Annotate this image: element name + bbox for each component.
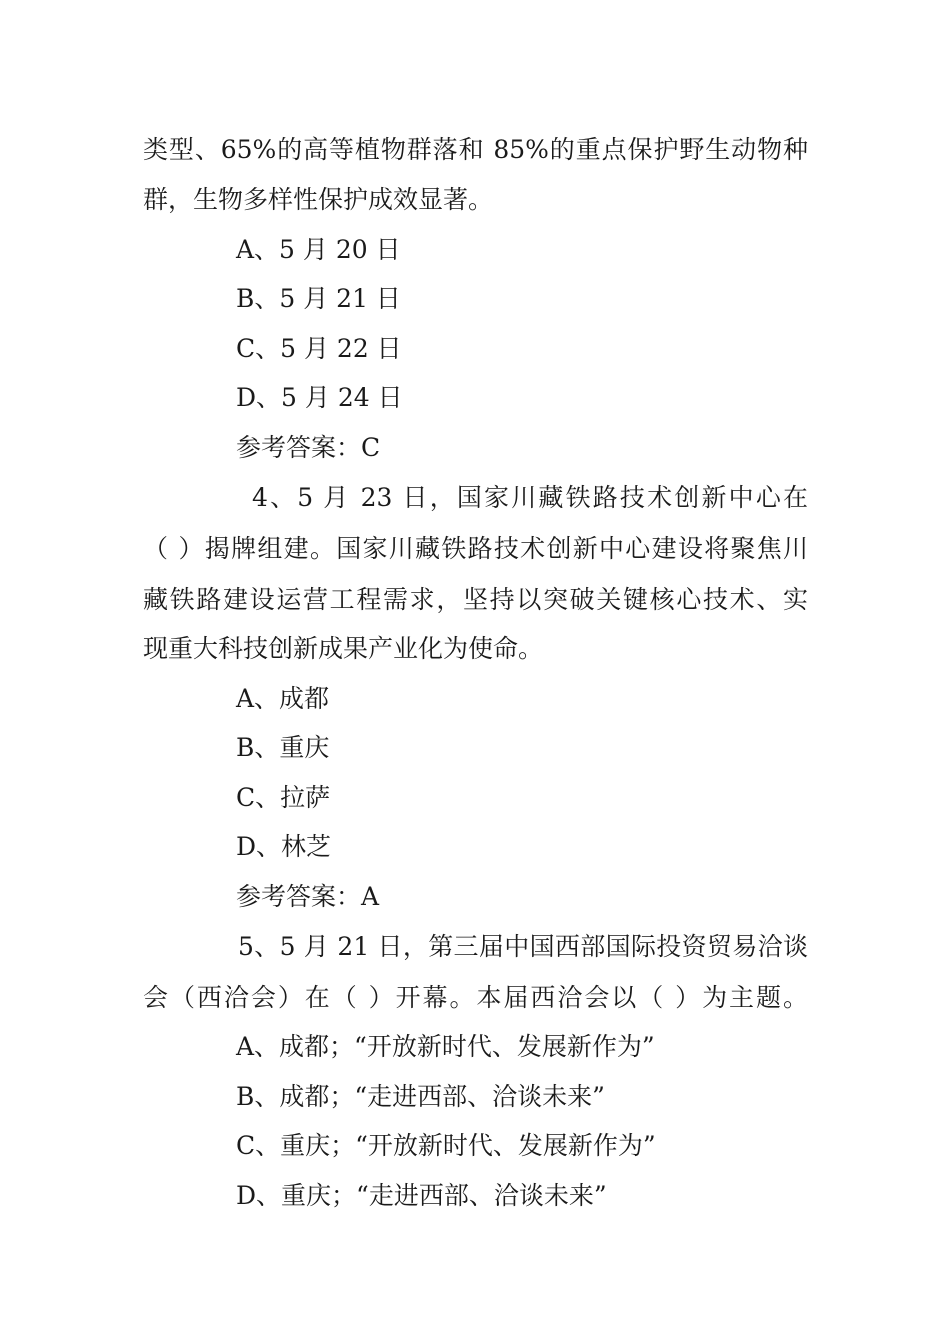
q4-option-c: C、拉萨 bbox=[236, 783, 331, 812]
q4-answer: 参考答案：A bbox=[236, 882, 380, 911]
q5-option-b: B、成都；“走进西部、洽谈未来” bbox=[236, 1082, 605, 1111]
q4-stem-line-3: 藏铁路建设运营工程需求，坚持以突破关键核心技术、实 bbox=[143, 585, 808, 614]
q4-stem-line-1: 4、5 月 23 日，国家川藏铁路技术创新中心在 bbox=[252, 483, 808, 512]
q3-option-a: A、5 月 20 日 bbox=[236, 235, 401, 264]
q3-stem-line-2: 群，生物多样性保护成效显著。 bbox=[143, 185, 494, 214]
q5-option-a: A、成都；“开放新时代、发展新作为” bbox=[236, 1032, 655, 1061]
q4-option-b: B、重庆 bbox=[236, 733, 330, 762]
q4-stem-line-4: 现重大科技创新成果产业化为使命。 bbox=[143, 634, 544, 663]
q4-stem-line-2: （ ）揭牌组建。国家川藏铁路技术创新中心建设将聚焦川 bbox=[143, 534, 808, 563]
q3-option-b: B、5 月 21 日 bbox=[236, 284, 401, 313]
q4-option-d: D、林芝 bbox=[236, 832, 332, 861]
q3-answer: 参考答案：C bbox=[236, 433, 381, 462]
q4-option-a: A、成都 bbox=[236, 684, 330, 713]
q3-option-d: D、5 月 24 日 bbox=[236, 383, 403, 412]
q5-stem-line-1: 5、5 月 21 日，第三届中国西部国际投资贸易洽谈 bbox=[238, 932, 808, 961]
q3-stem-line-1: 类型、65%的高等植物群落和 85%的重点保护野生动物种 bbox=[143, 135, 808, 164]
q5-option-c: C、重庆；“开放新时代、发展新作为” bbox=[236, 1131, 656, 1160]
q5-stem-line-2: 会（西洽会）在（ ）开幕。本届西洽会以（ ）为主题。 bbox=[143, 983, 808, 1012]
q5-option-d: D、重庆；“走进西部、洽谈未来” bbox=[236, 1181, 607, 1210]
q3-option-c: C、5 月 22 日 bbox=[236, 334, 402, 363]
